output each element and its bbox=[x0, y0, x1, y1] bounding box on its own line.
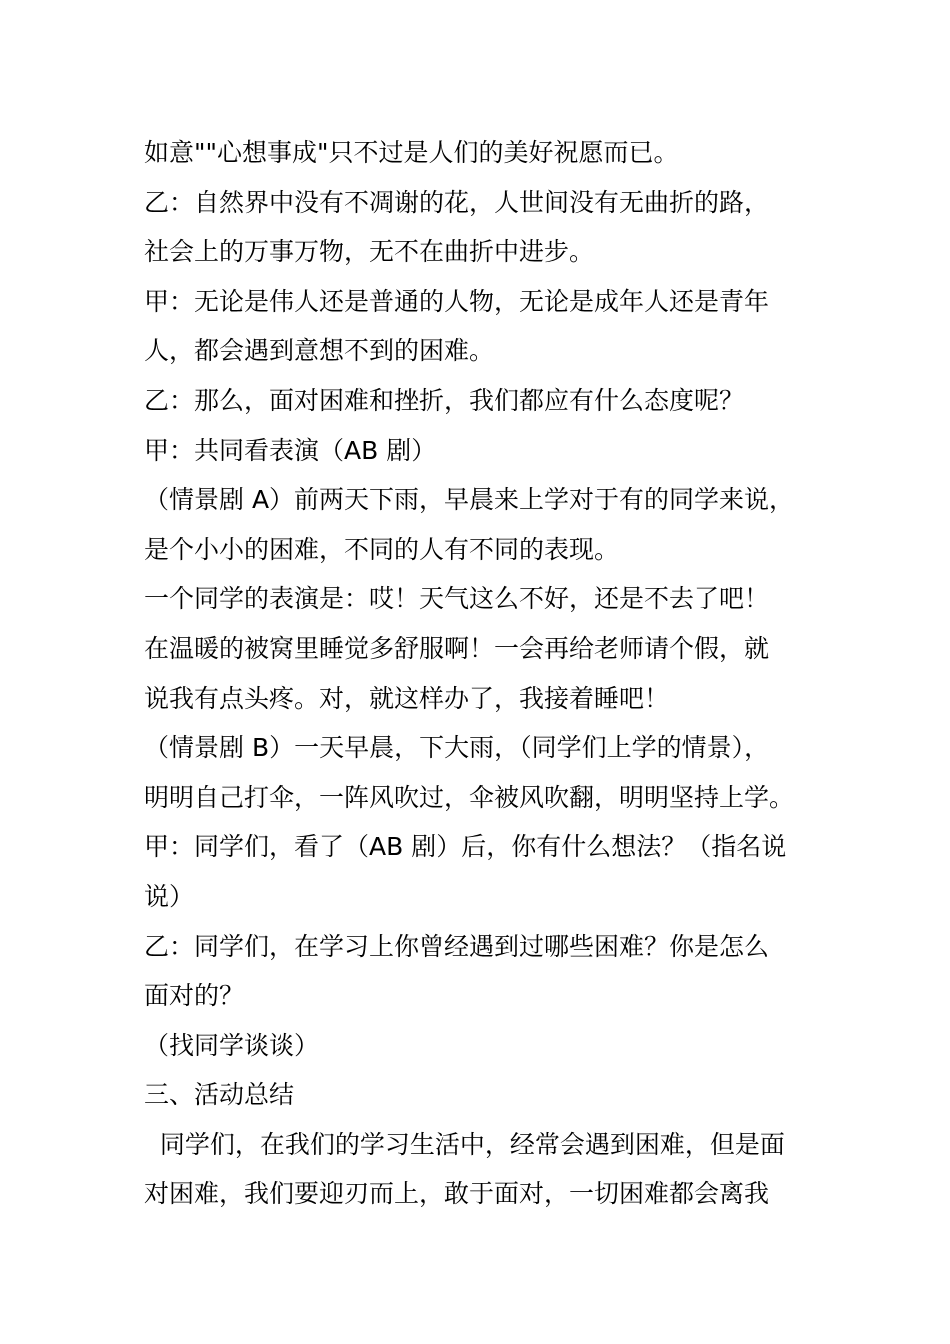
text-line: 面对的？ bbox=[144, 981, 245, 1011]
text-line: 一个同学的表演是：哎！天气这么不好，还是不去了吧！ bbox=[144, 584, 770, 614]
text-line: 社会上的万事万物，无不在曲折中进步。 bbox=[144, 237, 595, 267]
text-line: 甲：同学们，看了（AB 剧）后，你有什么想法？（指名说 bbox=[144, 832, 787, 862]
text-line: 对困难，我们要迎刃而上，敢于面对，一切困难都会离我 bbox=[144, 1179, 770, 1209]
text-line: 明明自己打伞，一阵风吹过，伞被风吹翻，明明坚持上学。 bbox=[144, 782, 795, 812]
text-line: 甲：无论是伟人还是普通的人物，无论是成年人还是青年 bbox=[144, 286, 770, 316]
text-line: 乙：同学们，在学习上你曾经遇到过哪些困难？你是怎么 bbox=[144, 931, 770, 961]
text-line: 乙：那么，面对困难和挫折，我们都应有什么态度呢？ bbox=[144, 385, 745, 415]
text-line: （情景剧 A）前两天下雨，早晨来上学对于有的同学来说， bbox=[144, 485, 795, 515]
text-line: （情景剧 B）一天早晨，下大雨，（同学们上学的情景）， bbox=[144, 733, 770, 763]
text-line: 同学们，在我们的学习生活中，经常会遇到困难，但是面 bbox=[144, 1129, 785, 1159]
document-body bbox=[144, 128, 812, 1219]
text-line: 是个小小的困难，不同的人有不同的表现。 bbox=[144, 534, 620, 564]
text-line: 人，都会遇到意想不到的困难。 bbox=[144, 336, 495, 366]
text-line: 在温暖的被窝里睡觉多舒服啊！一会再给老师请个假，就 bbox=[144, 633, 770, 663]
text-line: 甲：共同看表演（AB 剧） bbox=[144, 435, 437, 465]
text-line: （找同学谈谈） bbox=[144, 1030, 320, 1060]
text-line: 如意""心想事成"只不过是人们的美好祝愿而已。 bbox=[144, 138, 679, 167]
text-line: 乙：自然界中没有不凋谢的花，人世间没有无曲折的路， bbox=[144, 187, 770, 217]
section-heading: 三、活动总结 bbox=[144, 1080, 295, 1110]
text-line: 说我有点头疼。对，就这样办了，我接着睡吧！ bbox=[144, 683, 670, 713]
text-line: 说） bbox=[144, 881, 195, 911]
